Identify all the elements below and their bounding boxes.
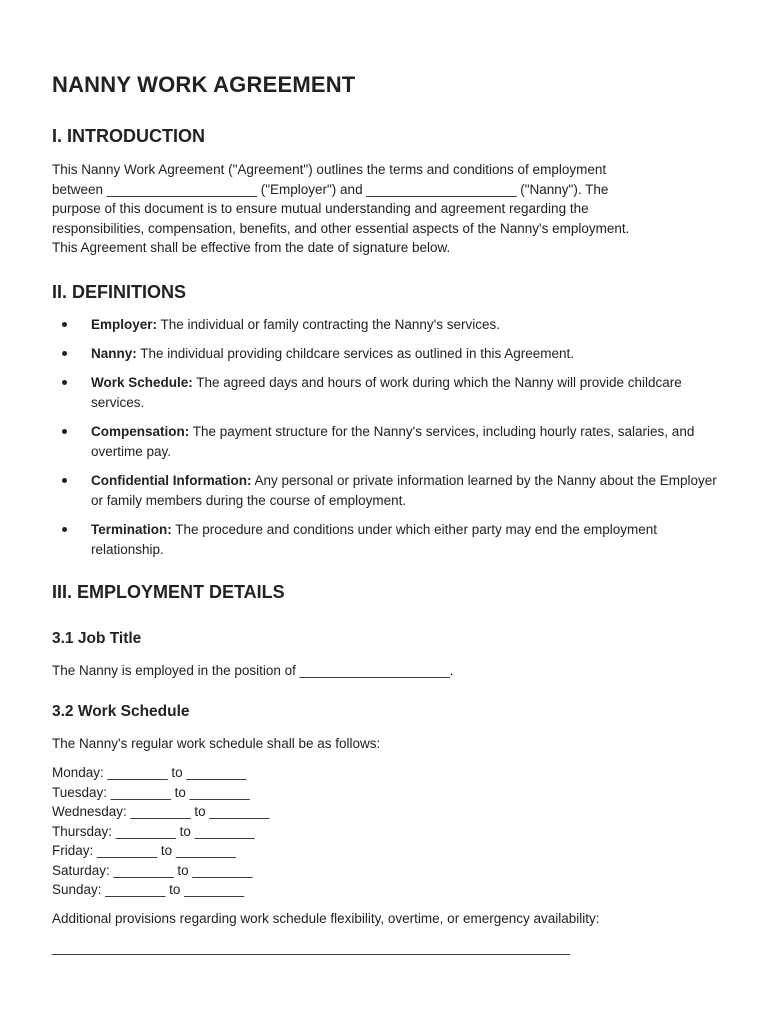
definition-text: The procedure and conditions under which either party may end the employment relationship. bbox=[91, 522, 658, 557]
additional-provisions-text: Additional provisions regarding work schedule flexibility, overtime, or emergency availability: bbox=[52, 911, 600, 926]
section-heading-definitions: II. DEFINITIONS bbox=[52, 282, 187, 302]
schedule-day-thursday: Thursday: ________ to ________ bbox=[52, 823, 255, 839]
subsection-heading-job-title: 3.1 Job Title bbox=[52, 630, 142, 647]
work-schedule-intro: The Nanny's regular work schedule shall be as follows: bbox=[52, 736, 381, 751]
definition-item bbox=[52, 344, 722, 364]
definition-term: Work Schedule: bbox=[91, 375, 193, 390]
section-heading-employment-details: III. EMPLOYMENT DETAILS bbox=[52, 582, 285, 602]
additional-provisions-blank-line: _____________________________________________________________________ bbox=[52, 940, 571, 955]
definition-item bbox=[52, 373, 722, 412]
definition-text: The agreed days and hours of work during which the Nanny will provide childcare services. bbox=[91, 375, 682, 410]
definition-term: Confidential Information: bbox=[91, 473, 252, 488]
bullet-icon bbox=[62, 527, 67, 532]
definition-term: Nanny: bbox=[91, 346, 137, 361]
intro-line: responsibilities, compensation, benefits, and other essential aspects of the Nanny's employment. bbox=[52, 220, 630, 236]
introduction-paragraph bbox=[52, 160, 732, 258]
intro-line: This Agreement shall be effective from the date of signature below. bbox=[52, 240, 451, 256]
bullet-icon bbox=[62, 478, 67, 483]
definition-text: Any personal or private information learned by the Nanny about the Employer or family members during the course of employment. bbox=[91, 473, 717, 508]
schedule-day-sunday: Sunday: ________ to ________ bbox=[52, 882, 245, 897]
intro-line: This Nanny Work Agreement ("Agreement") outlines the terms and conditions of employment bbox=[52, 162, 607, 177]
definition-item bbox=[52, 471, 722, 510]
definition-text: The individual providing childcare services as outlined in this Agreement. bbox=[136, 346, 575, 361]
definition-term: Employer: bbox=[91, 317, 158, 332]
schedule-day-saturday: Saturday: ________ to ________ bbox=[52, 862, 253, 878]
bullet-icon bbox=[62, 380, 67, 385]
definition-item bbox=[52, 520, 722, 559]
schedule-day-wednesday: Wednesday: ________ to ________ bbox=[52, 804, 270, 819]
bullet-icon bbox=[62, 351, 67, 356]
bullet-icon bbox=[62, 322, 67, 327]
subsection-heading-work-schedule: 3.2 Work Schedule bbox=[52, 703, 190, 720]
schedule-day-monday: Monday: ________ to ________ bbox=[52, 765, 247, 780]
intro-line: between ____________________ ("Employer") and ____________________ ("Nanny"). The bbox=[52, 181, 609, 197]
schedule-day-tuesday: Tuesday: ________ to ________ bbox=[52, 784, 250, 800]
work-schedule-days bbox=[52, 763, 269, 900]
intro-line: purpose of this document is to ensure mutual understanding and agreement regarding the bbox=[52, 201, 589, 217]
section-heading-introduction: I. INTRODUCTION bbox=[52, 126, 205, 146]
definition-text: The individual or family contracting the Nanny's services. bbox=[157, 317, 501, 332]
definition-text: The payment structure for the Nanny's services, including hourly rates, salaries, and overtime pay. bbox=[91, 424, 695, 459]
definition-item bbox=[52, 422, 722, 461]
document-title: NANNY WORK AGREEMENT bbox=[52, 72, 356, 97]
job-title-text: The Nanny is employed in the position of ____________________. bbox=[52, 663, 454, 678]
definition-term: Termination: bbox=[91, 522, 172, 537]
definition-term: Compensation: bbox=[91, 424, 190, 439]
definition-item bbox=[52, 315, 722, 335]
schedule-day-friday: Friday: ________ to ________ bbox=[52, 843, 236, 858]
bullet-icon bbox=[62, 429, 67, 434]
